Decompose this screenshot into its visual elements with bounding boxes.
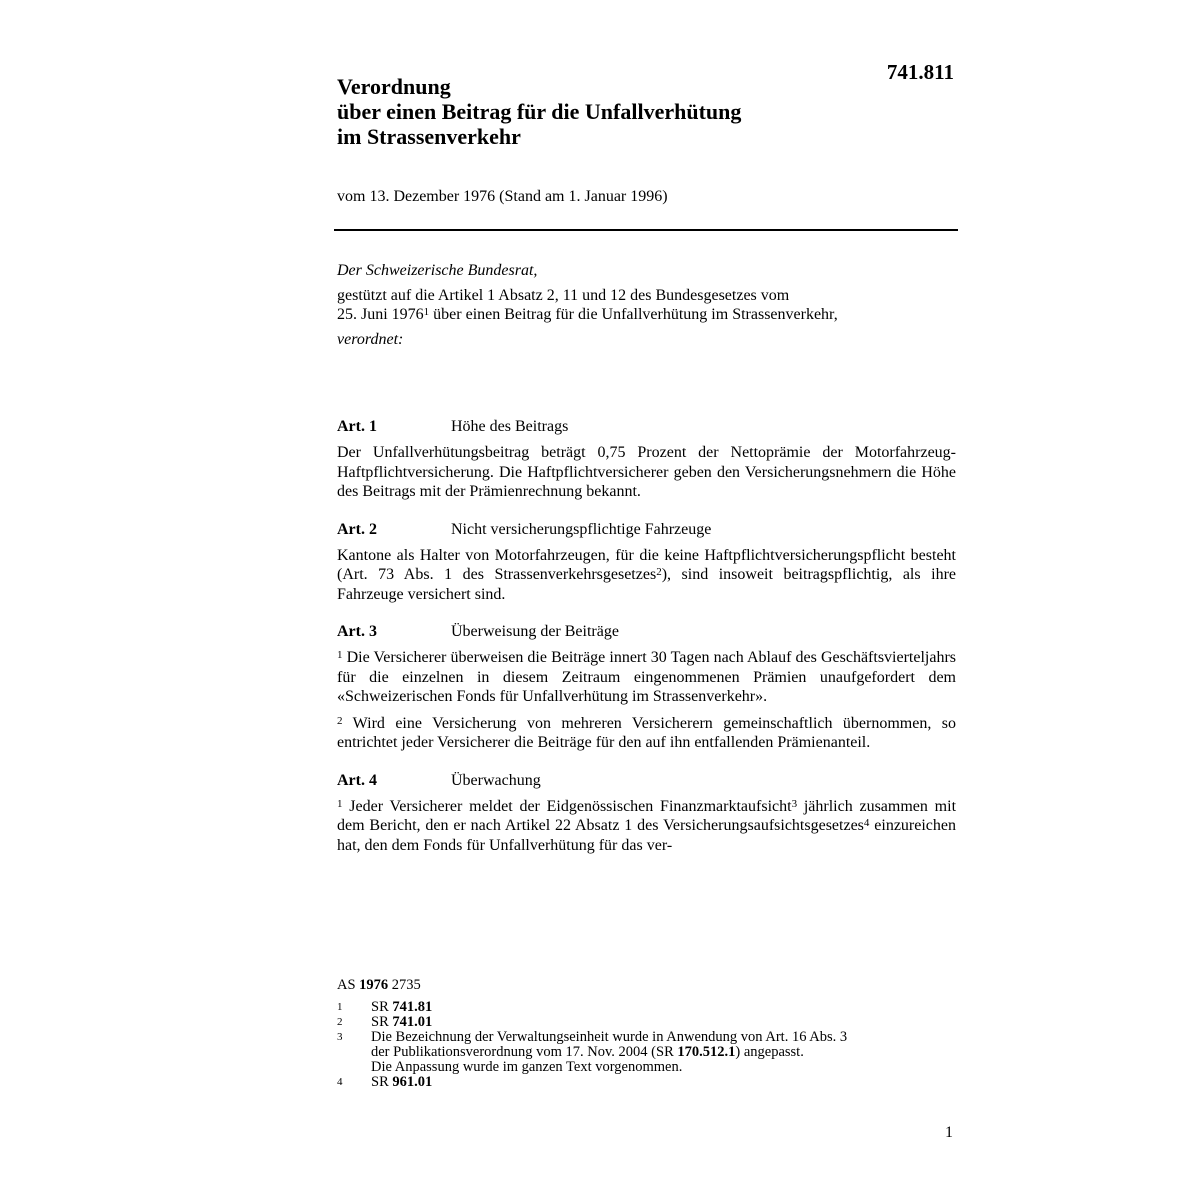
footnote-number: 3 — [337, 1031, 343, 1043]
article-text: Der Unfallverhütungsbeitrag beträgt 0,75 Prozent der Nettoprämie der Motorfahrzeug-Haftpflichtversicherung. Die Haftpflichtversicherer geben den Versicherungsnehmern die Höhe des Beitrags mit der Prämienrechnung bekannt. — [337, 444, 956, 500]
footnote-4 — [337, 1075, 937, 1090]
preamble — [337, 261, 956, 349]
paragraph-number: 1 — [337, 797, 343, 810]
footnote-ref: 961.01 — [392, 1074, 433, 1090]
article-3 — [337, 622, 956, 753]
footnote-ref-2[interactable]: 2 — [656, 566, 662, 578]
footnote-ref-4[interactable]: 4 — [863, 817, 870, 829]
footnote-number: 2 — [337, 1016, 343, 1028]
article-1 — [337, 417, 956, 502]
footnote-prefix: SR — [371, 1074, 389, 1090]
page-number: 1 — [945, 1124, 953, 1141]
as-year: 1976 — [359, 977, 389, 993]
footnote-line-2 — [371, 1045, 937, 1060]
footnote-text — [371, 1015, 937, 1030]
footnote-ref: 170.512.1 — [677, 1044, 736, 1060]
footnote-line-2a: der Publikationsverordnung vom 17. Nov. 2004 (SR — [371, 1044, 674, 1060]
preamble-basis-line2b: über einen Beitrag für die Unfallverhütung im Strassenverkehr, — [429, 306, 838, 323]
title-line-3: im Strassenverkehr — [337, 124, 521, 149]
footnote-line-3: Die Anpassung wurde im ganzen Text vorgenommen. — [371, 1059, 683, 1075]
footnote-ref: 741.81 — [392, 999, 433, 1015]
footnote-ref-1[interactable]: 1 — [423, 306, 430, 318]
article-text-b: ), sind insoweit beitragspflichtig, als ihre Fahrzeuge versichert sind. — [337, 566, 956, 603]
official-collection-ref — [337, 978, 937, 993]
article-heading — [337, 771, 956, 791]
preamble-basis — [337, 286, 956, 325]
article-heading — [337, 622, 956, 642]
document-date: vom 13. Dezember 1976 (Stand am 1. Januar 1996) — [337, 188, 668, 205]
paragraph-text-b: jährlich zusammen mit dem Bericht, den er nach Artikel 22 Absatz 1 des Versicherungsaufsichtsgesetzes — [337, 797, 957, 834]
paragraph-text-c: einzureichen hat, den dem Fonds für Unfallverhütung für das ver- — [337, 817, 957, 854]
preamble-basis-line1: gestützt auf die Artikel 1 Absatz 2, 11 und 12 des Bundesgesetzes vom — [337, 286, 790, 304]
footnote-2 — [337, 1015, 937, 1030]
as-page: 2735 — [391, 977, 421, 993]
footnote-number: 4 — [337, 1076, 343, 1088]
footnote-text — [371, 1000, 937, 1015]
article-4 — [337, 771, 956, 856]
as-prefix: AS — [337, 977, 356, 993]
footnote-prefix: SR — [371, 1014, 389, 1030]
article-2 — [337, 520, 956, 605]
sr-number: 741.811 — [886, 60, 954, 84]
footnote-1 — [337, 1000, 937, 1015]
articles — [337, 417, 956, 873]
article-title: Nicht versicherungspflichtige Fahrzeuge — [451, 520, 712, 538]
article-number: Art. 1 — [337, 418, 377, 435]
article-paragraph-1 — [337, 797, 956, 856]
article-number: Art. 2 — [337, 520, 377, 538]
footnote-line-2b: ) angepasst. — [735, 1044, 804, 1060]
article-paragraph-2 — [337, 714, 956, 753]
paragraph-text: Die Versicherer überweisen die Beiträge innert 30 Tagen nach Ablauf des Geschäftsvierteljahrs für die einzelnen in diesem Zeitraum eingenommenen Prämien unaufgefordert dem «Schweizerischen Fonds für Unfallverhütung im Strassenverkehr». — [337, 649, 957, 705]
footnotes — [337, 978, 937, 1090]
header-divider — [334, 229, 958, 231]
paragraph-number: 1 — [337, 649, 343, 661]
footnote-text — [371, 1075, 937, 1090]
preamble-issuer: Der Schweizerische Bundesrat, — [337, 262, 538, 279]
paragraph-number: 2 — [337, 714, 343, 727]
document-title — [337, 74, 897, 149]
title-line-2: über einen Beitrag für die Unfallverhütung — [337, 99, 742, 124]
article-paragraph-1 — [337, 648, 956, 707]
footnote-text — [371, 1030, 937, 1075]
preamble-basis-line2a: 25. Juni 1976 — [337, 306, 424, 323]
article-text — [337, 546, 956, 605]
preamble-verordnet: verordnet: — [337, 330, 404, 348]
article-title: Überwachung — [451, 771, 541, 789]
title-line-1: Verordnung — [337, 74, 451, 99]
footnote-ref: 741.01 — [392, 1014, 433, 1030]
paragraph-text-a: Jeder Versicherer meldet der Eidgenössischen Finanzmarktaufsicht — [349, 797, 792, 815]
article-heading — [337, 417, 956, 437]
article-text-a: Kantone als Halter von Motorfahrzeugen, für die keine Haftpflichtversicherungspflicht besteht (Art. 73 Abs. 1 des Strassenverkehrsgesetzes — [337, 546, 956, 583]
article-title: Überweisung der Beiträge — [451, 623, 619, 640]
article-number: Art. 4 — [337, 771, 377, 789]
article-heading — [337, 520, 956, 540]
article-number: Art. 3 — [337, 623, 377, 640]
footnote-line-1: Die Bezeichnung der Verwaltungseinheit wurde in Anwendung von Art. 16 Abs. 3 — [371, 1029, 848, 1045]
footnote-prefix: SR — [371, 999, 389, 1015]
footnote-ref-3[interactable]: 3 — [791, 797, 798, 810]
paragraph-text: Wird eine Versicherung von mehreren Versicherern gemeinschaftlich übernommen, so entrichtet jeder Versicherer die Beiträge für den auf ihn entfallenden Prämienanteil. — [337, 714, 957, 751]
article-title: Höhe des Beitrags — [451, 418, 569, 435]
footnote-3 — [337, 1030, 937, 1075]
footnote-number: 1 — [337, 1001, 343, 1013]
